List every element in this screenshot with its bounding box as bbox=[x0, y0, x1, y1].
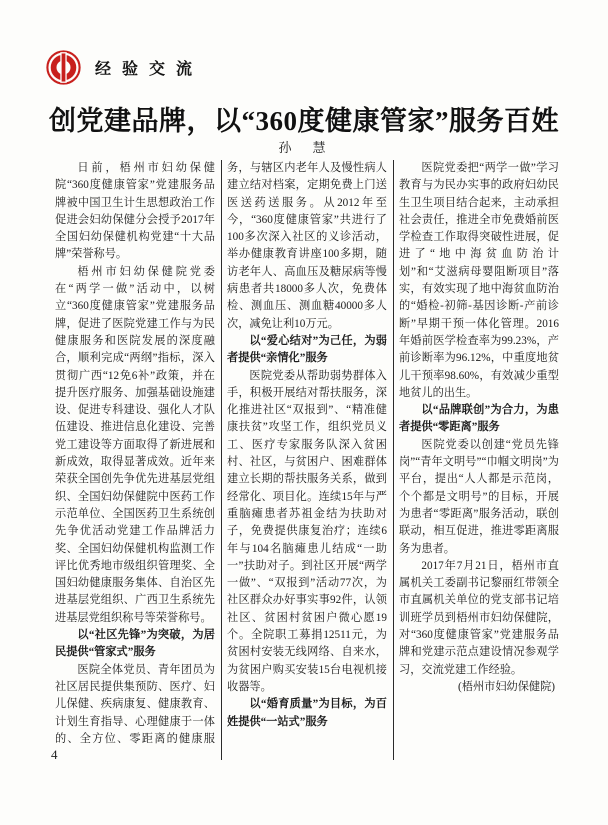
paragraph: 医院党委从帮助弱势群体入手，积极开展结对帮扶服务，深化推进社区“双报到”、“精准健康扶贫”攻坚工作，组织党员义工、医疗专家服务队深入贫困村、社区，与贫困户、困难群体建立长期的帮扶服务关系，做到经常化、项目化。连续15年与严重脑瘫患者苏祖金结为扶助对子，免费提供康复治疗；连续6年与104名脑瘫患儿结成“一助一”扶助对子。到社区开展“两学一做”、“双报到”活动77次，为社区群众办好事实事92件，认领社区、贫困村贫困户微心愿19个。全院职工募捐12511元，为贫困村安装无线网络、自来水，为贫困户购买安装15台电视机接收器等。 bbox=[227, 369, 387, 693]
union-logo-icon bbox=[46, 50, 81, 85]
byline-signature: (梧州市妇幼保健院) bbox=[458, 680, 555, 693]
paragraph: 日前，梧州市妇幼保健院“360度健康管家”党建服务品牌被中国卫生计生思想政治工作促进会妇幼保健分会授予2017年全国妇幼保健机构党建“十大品牌”荣誉称号。 bbox=[55, 162, 215, 261]
masthead bbox=[46, 50, 203, 85]
paragraph: 医院全体党员、青年团员为社区居民提供集预防、医疗、妇儿保健、疾病康复、健康教育、计划生育指导、心理健康于一体的、全方位、零距离的健康服务，与辖区内老年人及慢性病人建立结对档案，定期免费上门送医送药送服务。从2012年至今，“360度健康管家”共进行了100多次深入社区的义诊活动，举办健康教育讲座100多期，随访老年人、高血压及糖尿病等慢病患者共18000多人次，免费体检、测血压、测血糖40000多人次，减免让利10万元。 bbox=[55, 162, 387, 745]
article-author: 孙 慧 bbox=[278, 140, 330, 155]
page-number: 4 bbox=[51, 747, 58, 762]
section-subhead: 以“爱心结对”为己任，为弱者提供“亲情化”服务 bbox=[227, 334, 387, 365]
paragraph: 梧州市妇幼保健院党委在“两学一做”活动中，以树立“360度健康管家”党建服务品牌，促进了医院党建工作与为民健康服务和医院发展的深度融合，顺利完成“两纲”指标，深入贯彻广西“12免6补”政策，并在提升医疗服务、加强基础设施建设、促进专科建设、强化人才队伍建设、推进信息化建设、完善党工建设等方面取得了新进展和新成效，取得显著成效。近年来荣获全国创先争优先进基层党组织、全国妇幼保健院中医药工作示范单位、全国医药卫生系统创先争优活动党建工作品牌活力奖、全国妇幼保健机构监测工作评比优秀地市级组织管理奖、全国妇幼健康服务集体、自治区先进基层党组织、广西卫生系统先进基层党组织称号等荣誉称号。 bbox=[55, 265, 215, 624]
paragraph: 医院党委以创建“党员先锋岗”“青年文明号”“巾帼文明岗”为平台，提出“人人都是示范岗，个个都是文明号”的目标，开展为患者“零距离”服务活动，联创联动，相互促进，推进零距离服务为患者。 bbox=[399, 438, 559, 555]
section-subhead: 以“婚育质量”为目标，为百姓提供“一站式”服务 bbox=[227, 698, 387, 728]
section-subhead: 以“社区先锋”为突破，为居民提供“管家式”服务 bbox=[55, 629, 215, 659]
article-body bbox=[55, 160, 559, 760]
paragraph: 医院党委把“两学一做”学习教育与为民办实事的政府妇幼民生卫生项目结合起来，主动承担社会责任，推进全市免费婚前医学检查工作取得突破性进展，促进了“地中海贫血防治计划”和“艾滋病母婴阻断项目”落实，有效实现了地中海贫血防治的“婚检-初筛-基因诊断-产前诊断”早期干预一体化管理。2016年婚前医学检查率为99.23%，产前诊断率为96.12%，中重度地贫儿干预率98.60%，有效减少重型地贫儿的出生。 bbox=[399, 162, 559, 399]
article-title: 创党建品牌，以“360度健康管家”服务百姓 bbox=[49, 106, 559, 136]
paragraph: 2017年7月21日，梧州市直属机关工委副书记黎丽红带领全市直属机关单位的党支部书记培训班学员到梧州市妇幼保健院，对“360度健康管家”党建服务品牌和党建示范点建设情况参观学习，交流党建工作经验。 bbox=[399, 559, 559, 676]
section-subhead: 以“品牌联创”为合力，为患者提供“零距离”服务 bbox=[399, 404, 559, 434]
section-label: 经验交流 bbox=[95, 61, 204, 78]
